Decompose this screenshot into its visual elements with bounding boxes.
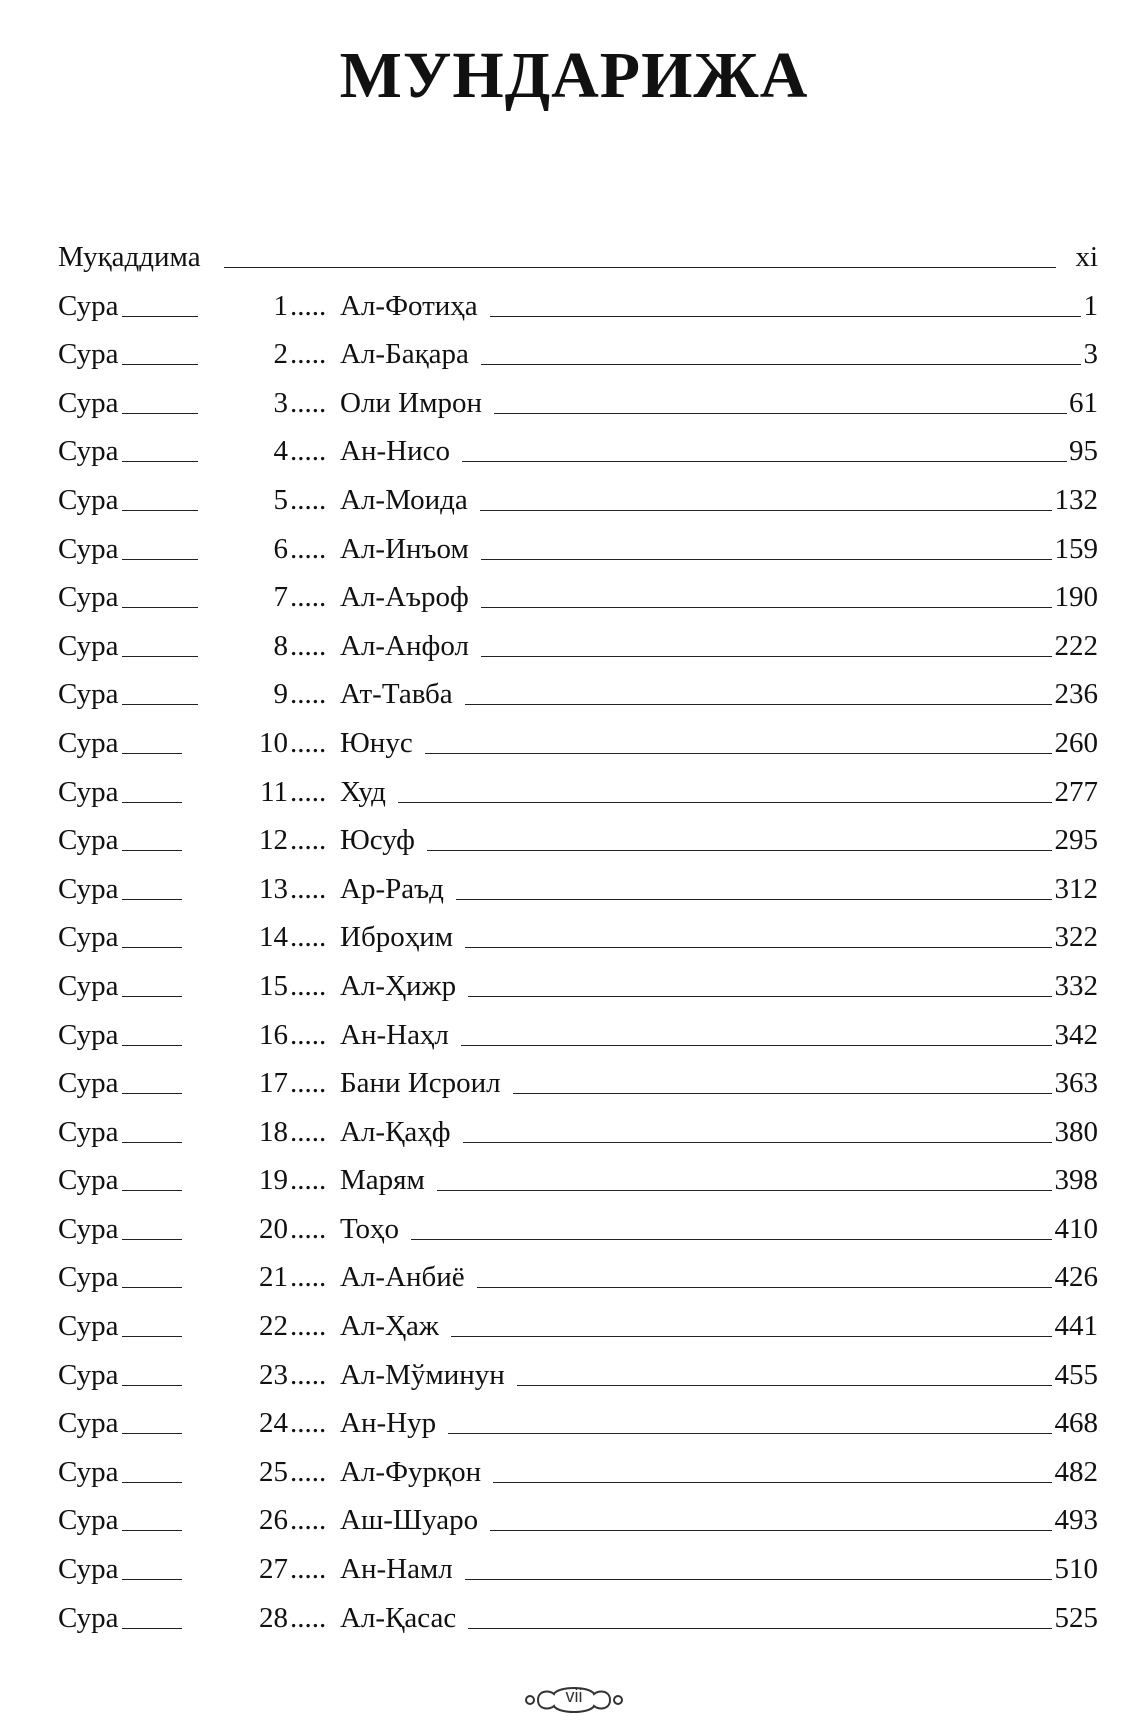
sura-page: 426	[1054, 1261, 1098, 1294]
toc-row[interactable]	[58, 1594, 1098, 1643]
leader-line	[481, 656, 1052, 657]
sura-label: Сура	[58, 581, 119, 614]
dot-leader: .....	[290, 1115, 327, 1148]
sura-label: Сура	[58, 921, 119, 954]
sura-number: 25	[259, 1455, 288, 1488]
sura-number: 12	[259, 824, 288, 857]
leader-line	[463, 1142, 1052, 1143]
dot-leader: .....	[290, 969, 327, 1002]
sura-label: Сура	[58, 1115, 119, 1148]
leader-line	[461, 1045, 1052, 1046]
leader-line	[122, 316, 198, 317]
leader-line	[465, 947, 1052, 948]
toc-row[interactable]	[58, 282, 1098, 331]
dot-leader: .....	[290, 1261, 327, 1294]
sura-label: Сура	[58, 824, 119, 857]
toc-row[interactable]	[58, 719, 1098, 768]
dot-leader: .....	[290, 289, 327, 322]
sura-page: 455	[1054, 1358, 1098, 1391]
leader-line	[425, 753, 1052, 754]
sura-label: Сура	[58, 289, 119, 322]
toc-row[interactable]	[58, 1448, 1098, 1497]
leader-line	[477, 1287, 1052, 1288]
dot-leader: .....	[290, 483, 327, 516]
sura-name: Юсуф	[340, 824, 415, 857]
sura-label: Сура	[58, 1310, 119, 1343]
sura-number: 9	[273, 678, 288, 711]
dot-leader: .....	[290, 1310, 327, 1343]
leader-line	[122, 1142, 182, 1143]
dot-leader: .....	[290, 629, 327, 662]
sura-number: 18	[259, 1115, 288, 1148]
dot-leader: .....	[290, 872, 327, 905]
sura-page: 222	[1054, 629, 1098, 662]
sura-name: Ал-Фурқон	[340, 1455, 482, 1488]
toc-intro-row[interactable]	[58, 233, 1098, 282]
leader-line	[122, 1045, 182, 1046]
toc-row[interactable]	[58, 1156, 1098, 1205]
sura-number: 1	[273, 289, 288, 322]
leader-line	[122, 510, 198, 511]
sura-name: Бани Исроил	[340, 1067, 501, 1100]
leader-line	[513, 1093, 1052, 1094]
sura-number: 6	[273, 532, 288, 565]
leader-line	[480, 510, 1052, 511]
leader-line	[122, 1190, 182, 1191]
toc-row[interactable]	[58, 913, 1098, 962]
sura-number: 5	[273, 483, 288, 516]
leader-line	[427, 850, 1052, 851]
toc-row[interactable]	[58, 379, 1098, 428]
sura-label: Сура	[58, 1261, 119, 1294]
leader-line	[122, 656, 198, 657]
intro-page: xi	[1075, 241, 1098, 273]
sura-number: 20	[259, 1212, 288, 1245]
table-of-contents	[58, 233, 1098, 1642]
leader-line	[224, 267, 1056, 268]
sura-label: Сура	[58, 1553, 119, 1586]
toc-row[interactable]	[58, 525, 1098, 574]
sura-page: 1	[1083, 289, 1098, 322]
sura-label: Сура	[58, 726, 119, 759]
sura-label: Сура	[58, 1504, 119, 1537]
toc-row[interactable]	[58, 1496, 1098, 1545]
leader-line	[122, 1482, 182, 1483]
dot-leader: .....	[290, 726, 327, 759]
sura-number: 27	[259, 1553, 288, 1586]
dot-leader: .....	[290, 338, 327, 371]
sura-page: 159	[1054, 532, 1098, 565]
intro-label: Муқаддима	[58, 241, 201, 273]
dot-leader: .....	[290, 1553, 327, 1586]
sura-page: 260	[1054, 726, 1098, 759]
sura-number: 26	[259, 1504, 288, 1537]
dot-leader: .....	[290, 1601, 327, 1634]
dot-leader: .....	[290, 1358, 327, 1391]
sura-label: Сура	[58, 1212, 119, 1245]
dot-leader: .....	[290, 1018, 327, 1051]
sura-name: Ал-Анфол	[340, 629, 469, 662]
sura-page: 342	[1054, 1018, 1098, 1051]
dot-leader: .....	[290, 775, 327, 808]
leader-line	[465, 704, 1052, 705]
leader-line	[481, 364, 1081, 365]
leader-line	[122, 947, 182, 948]
sura-number: 3	[273, 386, 288, 419]
leader-line	[122, 996, 182, 997]
toc-row[interactable]	[58, 476, 1098, 525]
sura-label: Сура	[58, 1455, 119, 1488]
sura-name: Ал-Аъроф	[340, 581, 469, 614]
sura-page: 363	[1054, 1067, 1098, 1100]
sura-name: Ал-Ҳаж	[340, 1310, 439, 1343]
sura-number: 28	[259, 1601, 288, 1634]
toc-row[interactable]	[58, 1399, 1098, 1448]
leader-line	[481, 607, 1052, 608]
sura-name: Юнус	[340, 726, 413, 759]
sura-name: Худ	[340, 775, 386, 808]
sura-label: Сура	[58, 1164, 119, 1197]
sura-name: Ал-Бақара	[340, 338, 469, 371]
leader-line	[122, 1385, 182, 1386]
leader-line	[122, 1239, 182, 1240]
page-number: vii	[565, 1686, 583, 1706]
leader-line	[122, 1287, 182, 1288]
leader-line	[122, 1433, 182, 1434]
leader-line	[517, 1385, 1052, 1386]
sura-number: 14	[259, 921, 288, 954]
sura-name: Ар-Раъд	[340, 872, 444, 905]
toc-row[interactable]	[58, 1545, 1098, 1594]
toc-row[interactable]	[58, 427, 1098, 476]
sura-label: Сура	[58, 1067, 119, 1100]
leader-line	[468, 1628, 1052, 1629]
sura-number: 13	[259, 872, 288, 905]
sura-label: Сура	[58, 678, 119, 711]
leader-line	[468, 996, 1052, 997]
sura-page: 380	[1054, 1115, 1098, 1148]
toc-row[interactable]	[58, 1351, 1098, 1400]
leader-line	[122, 1093, 182, 1094]
leader-line	[451, 1336, 1052, 1337]
sura-name: Ал-Анбиё	[340, 1261, 465, 1294]
leader-line	[122, 802, 182, 803]
sura-label: Сура	[58, 483, 119, 516]
sura-name: Ал-Қасас	[340, 1601, 457, 1634]
sura-page: 493	[1054, 1504, 1098, 1537]
sura-page: 482	[1054, 1455, 1098, 1488]
sura-number: 10	[259, 726, 288, 759]
sura-name: Аш-Шуаро	[340, 1504, 479, 1537]
leader-line	[456, 899, 1052, 900]
sura-name: Марям	[340, 1164, 425, 1197]
leader-line	[122, 559, 198, 560]
sura-number: 19	[259, 1164, 288, 1197]
sura-list	[58, 282, 1098, 1643]
sura-name: Ан-Нур	[340, 1407, 437, 1440]
sura-number: 17	[259, 1067, 288, 1100]
sura-number: 8	[273, 629, 288, 662]
leader-line	[493, 1482, 1052, 1483]
toc-row[interactable]	[58, 1059, 1098, 1108]
page-title: МУНДАРИЖА	[339, 39, 809, 112]
sura-label: Сура	[58, 629, 119, 662]
leader-line	[122, 461, 198, 462]
sura-name: Ат-Тавба	[340, 678, 453, 711]
sura-name: Ал-Фотиҳа	[340, 289, 478, 322]
sura-page: 322	[1054, 921, 1098, 954]
sura-label: Сура	[58, 872, 119, 905]
dot-leader: .....	[290, 386, 327, 419]
sura-label: Сура	[58, 775, 119, 808]
toc-row[interactable]	[58, 1108, 1098, 1157]
sura-name: Тоҳо	[340, 1212, 400, 1245]
leader-line	[122, 899, 182, 900]
leader-line	[122, 413, 198, 414]
sura-number: 22	[259, 1310, 288, 1343]
leader-line	[490, 316, 1081, 317]
sura-name: Ал-Мўминун	[340, 1358, 505, 1391]
sura-page: 312	[1054, 872, 1098, 905]
dot-leader: .....	[290, 678, 327, 711]
sura-label: Сура	[58, 1018, 119, 1051]
sura-page: 3	[1083, 338, 1098, 371]
dot-leader: .....	[290, 1164, 327, 1197]
sura-number: 23	[259, 1358, 288, 1391]
sura-number: 24	[259, 1407, 288, 1440]
dot-leader: .....	[290, 1067, 327, 1100]
leader-line	[494, 413, 1067, 414]
sura-label: Сура	[58, 435, 119, 468]
leader-line	[481, 559, 1052, 560]
dot-leader: .....	[290, 824, 327, 857]
dot-leader: .....	[290, 1212, 327, 1245]
sura-name: Иброҳим	[340, 921, 454, 954]
dot-leader: .....	[290, 1455, 327, 1488]
sura-label: Сура	[58, 532, 119, 565]
sura-label: Сура	[58, 386, 119, 419]
sura-page: 468	[1054, 1407, 1098, 1440]
leader-line	[465, 1579, 1052, 1580]
leader-line	[448, 1433, 1052, 1434]
toc-row[interactable]	[58, 962, 1098, 1011]
sura-page: 332	[1054, 969, 1098, 1002]
leader-line	[122, 850, 182, 851]
sura-page: 398	[1054, 1164, 1098, 1197]
sura-name: Ал-Моида	[340, 483, 468, 516]
sura-name: Оли Имрон	[340, 386, 482, 419]
sura-number: 4	[273, 435, 288, 468]
sura-page: 277	[1054, 775, 1098, 808]
sura-page: 95	[1069, 435, 1098, 468]
leader-line	[122, 364, 198, 365]
sura-label: Сура	[58, 969, 119, 1002]
toc-row[interactable]	[58, 1205, 1098, 1254]
leader-line	[122, 1530, 182, 1531]
toc-row[interactable]	[58, 816, 1098, 865]
sura-label: Сура	[58, 1407, 119, 1440]
toc-row[interactable]	[58, 1011, 1098, 1060]
toc-row[interactable]	[58, 768, 1098, 817]
toc-row[interactable]	[58, 670, 1098, 719]
sura-page: 441	[1054, 1310, 1098, 1343]
sura-name: Ал-Инъом	[340, 532, 469, 565]
toc-row[interactable]	[58, 1253, 1098, 1302]
sura-number: 16	[259, 1018, 288, 1051]
sura-page: 236	[1054, 678, 1098, 711]
leader-line	[122, 1336, 182, 1337]
sura-name: Ан-Наҳл	[340, 1018, 449, 1051]
sura-page: 525	[1054, 1601, 1098, 1634]
leader-line	[122, 607, 198, 608]
sura-name: Ан-Нисо	[340, 435, 450, 468]
leader-line	[122, 753, 182, 754]
sura-number: 11	[260, 775, 288, 808]
sura-page: 132	[1054, 483, 1098, 516]
dot-leader: .....	[290, 435, 327, 468]
dot-leader: .....	[290, 921, 327, 954]
dot-leader: .....	[290, 532, 327, 565]
dot-leader: .....	[290, 1504, 327, 1537]
leader-line	[122, 704, 198, 705]
leader-line	[437, 1190, 1052, 1191]
leader-line	[490, 1530, 1052, 1531]
toc-row[interactable]	[58, 573, 1098, 622]
dot-leader: .....	[290, 581, 327, 614]
leader-line	[411, 1239, 1052, 1240]
sura-page: 61	[1069, 386, 1098, 419]
toc-row[interactable]	[58, 330, 1098, 379]
sura-page: 190	[1054, 581, 1098, 614]
page-number-ornament	[524, 1680, 624, 1720]
sura-page: 295	[1054, 824, 1098, 857]
sura-number: 7	[273, 581, 288, 614]
sura-name: Ан-Намл	[340, 1553, 453, 1586]
sura-number: 2	[273, 338, 288, 371]
toc-row[interactable]	[58, 622, 1098, 671]
sura-page: 410	[1054, 1212, 1098, 1245]
sura-label: Сура	[58, 338, 119, 371]
sura-page: 510	[1054, 1553, 1098, 1586]
sura-number: 21	[259, 1261, 288, 1294]
leader-line	[462, 461, 1067, 462]
leader-line	[398, 802, 1052, 803]
toc-row[interactable]	[58, 1302, 1098, 1351]
leader-line	[122, 1628, 182, 1629]
leader-line	[122, 1579, 182, 1580]
sura-name: Ал-Қаҳф	[340, 1115, 451, 1148]
sura-label: Сура	[58, 1358, 119, 1391]
sura-label: Сура	[58, 1601, 119, 1634]
sura-number: 15	[259, 969, 288, 1002]
toc-row[interactable]	[58, 865, 1098, 914]
dot-leader: .....	[290, 1407, 327, 1440]
sura-name: Ал-Ҳижр	[340, 969, 457, 1002]
